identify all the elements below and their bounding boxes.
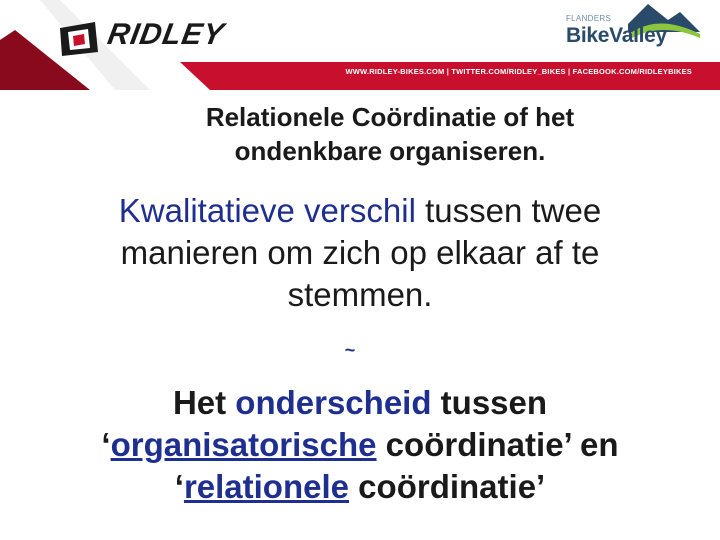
title-line-1: Relationele Coördinatie of het xyxy=(205,102,575,132)
para2-line-3-quote: ‘ xyxy=(174,468,184,505)
para2-line-3-rest: coördinatie’ xyxy=(349,468,546,505)
para2-line-1-a: Het xyxy=(172,384,236,421)
ridley-logo-icon xyxy=(60,22,98,56)
para2-line-1 xyxy=(10,382,710,424)
para1-line-1-rest: tussen twee xyxy=(415,192,602,229)
para2-line-3 xyxy=(10,466,710,508)
body-paragraph-2 xyxy=(10,382,710,508)
slide-header xyxy=(0,0,720,90)
partner-small-text: FLANDERS xyxy=(566,14,612,23)
header-links-text: WWW.RIDLEY-BIKES.COM | TWITTER.COM/RIDLEY_BIKES | FACEBOOK.COM/RIDLEYBIKES xyxy=(345,67,692,76)
highlight-onderscheid: onderscheid xyxy=(235,384,432,421)
para2-line-2-rest: coördinatie’ en xyxy=(376,426,619,463)
partner-name-text: BikeValley xyxy=(566,24,667,47)
para2-line-2 xyxy=(10,424,710,466)
highlight-relationele: relationele xyxy=(183,468,350,505)
para1-line-1 xyxy=(20,190,700,232)
tilde-separator: ~ xyxy=(344,340,356,360)
para2-line-2-quote: ‘ xyxy=(101,426,111,463)
title-line-2: ondenkbare organiseren. xyxy=(234,136,546,166)
para1-line-3: stemmen. xyxy=(287,276,433,313)
para1-line-2: manieren om zich op elkaar af te xyxy=(120,234,600,271)
body-paragraph-1 xyxy=(20,190,700,316)
slide-title xyxy=(110,100,670,168)
ridley-brand-text: RIDLEY xyxy=(105,18,228,51)
highlight-kwalitatieve-verschil: Kwalitatieve verschil xyxy=(118,192,416,229)
highlight-organisatorische: organisatorische xyxy=(110,426,377,463)
para2-line-1-b: tussen xyxy=(431,384,548,421)
